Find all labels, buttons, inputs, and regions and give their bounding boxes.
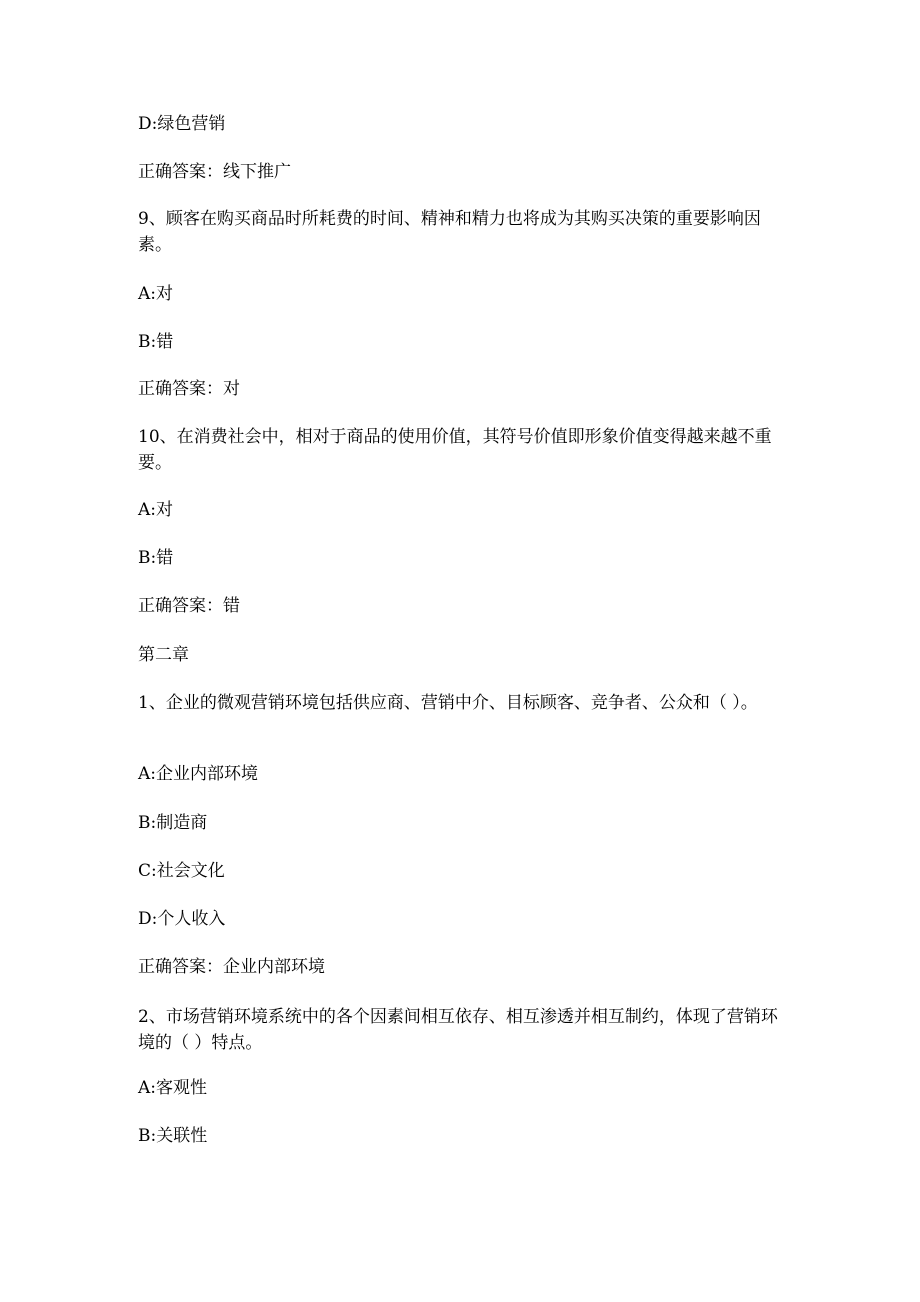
chapter-2-question-1-text: 1、企业的微观营销环境包括供应商、营销中介、目标顾客、竞争者、公众和（ ）。 — [138, 693, 758, 713]
chapter-2-question-1-option-b: B:制造商 — [138, 813, 208, 833]
question-9-option-b: B:错 — [138, 332, 174, 352]
question-10-text: 10、在消费社会中，相对于商品的使用价值，其符号价值即形象价值变得越来越不重要。 — [138, 427, 772, 473]
answer-previous-question: 正确答案：线下推广 — [138, 162, 291, 182]
chapter-2-question-1-option-d: D:个人收入 — [138, 909, 226, 929]
question-9-option-a: A:对 — [138, 284, 174, 304]
chapter-2-question-2-option-a: A:客观性 — [138, 1078, 208, 1098]
chapter-2-question-1-option-c: C:社会文化 — [138, 861, 225, 881]
question-10-answer: 正确答案：错 — [138, 596, 240, 616]
question-10-option-a: A:对 — [138, 500, 174, 520]
chapter-2-question-1-option-a: A:企业内部环境 — [138, 764, 259, 784]
question-10-option-b: B:错 — [138, 548, 174, 568]
chapter-heading: 第二章 — [138, 645, 189, 665]
chapter-2-question-1-answer: 正确答案：企业内部环境 — [138, 957, 325, 977]
question-9-text: 9、顾客在购买商品时所耗费的时间、精神和精力也将成为其购买决策的重要影响因素。 — [138, 209, 761, 255]
option-d-previous-question: D:绿色营销 — [138, 114, 226, 134]
chapter-2-question-2-text: 2、市场营销环境系统中的各个因素间相互依存、相互渗透并相互制约，体现了营销环境的（ ）特点。 — [138, 1007, 778, 1053]
question-9-answer: 正确答案：对 — [138, 379, 240, 399]
chapter-2-question-2-option-b: B:关联性 — [138, 1126, 208, 1146]
